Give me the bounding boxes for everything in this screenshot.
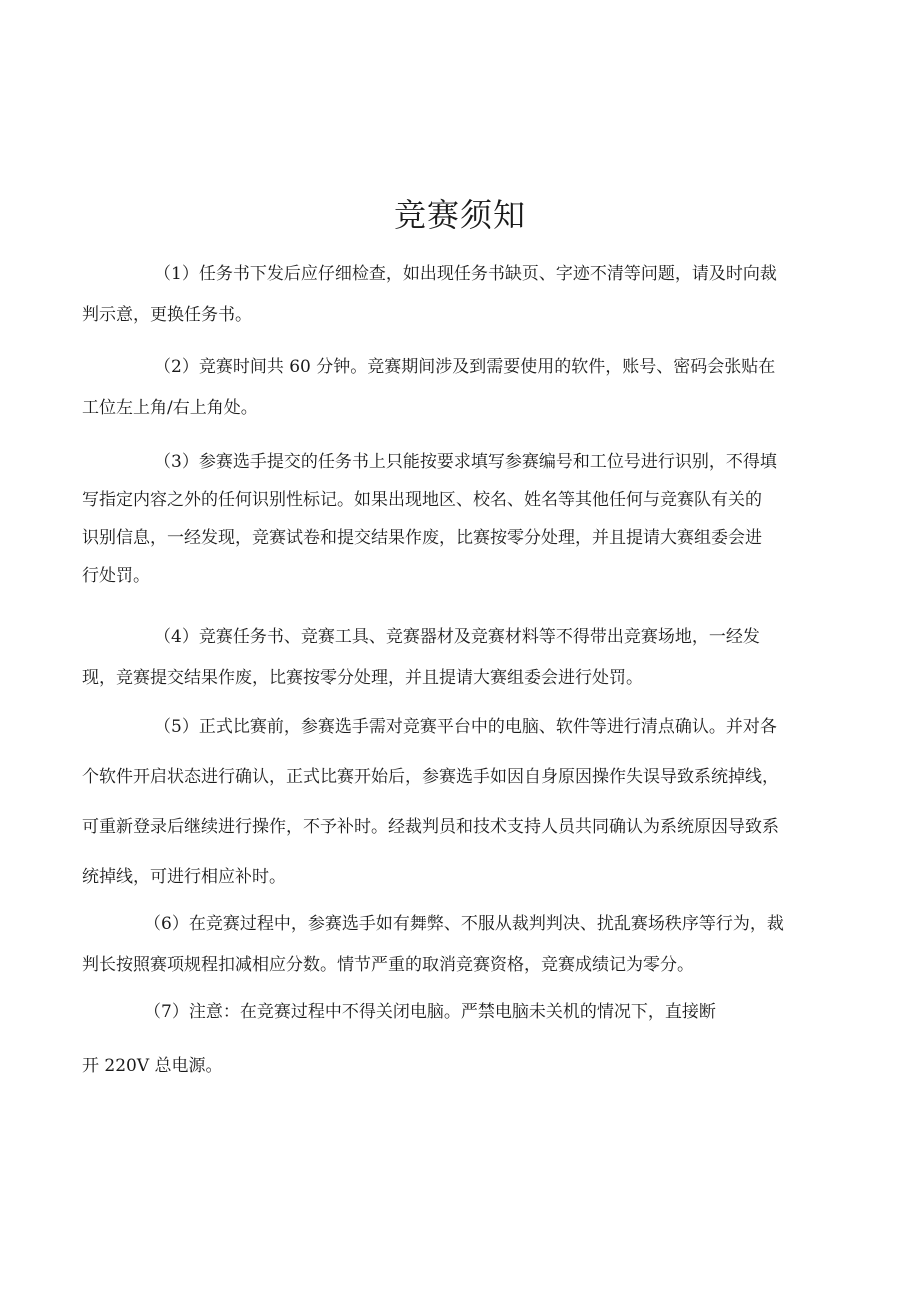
clause-line: 个软件开启状态进行确认，正式比赛开始后，参赛选手如因自身原因操作失误导致系统掉线，	[82, 767, 779, 787]
clause-line: 判示意，更换任务书。	[82, 305, 252, 325]
clause-1	[82, 262, 842, 327]
clause-line: 开 220V 总电源。	[82, 1056, 223, 1076]
clause-line: 写指定内容之外的任何识别性标记。如果出现地区、校名、姓名等其他任何与竞赛队有关的	[82, 490, 762, 510]
clause-7	[82, 1000, 842, 1078]
clause-line: 可重新登录后继续进行操作，不予补时。经裁判员和技术支持人员共同确认为系统原因导致系	[82, 817, 779, 837]
clause-line: 统掉线，可进行相应补时。	[82, 867, 286, 887]
clause-line: （1）任务书下发后应仔细检查，如出现任务书缺页、字迹不清等问题，请及时向裁	[154, 264, 777, 284]
clause-6	[82, 912, 842, 977]
clause-line: （5）正式比赛前，参赛选手需对竞赛平台中的电脑、软件等进行清点确认。并对各	[154, 717, 777, 737]
page-title: 竞赛须知	[393, 196, 526, 234]
clause-line: 现，竞赛提交结果作废，比赛按零分处理，并且提请大赛组委会进行处罚。	[82, 668, 643, 688]
clause-line: （7）注意：在竞赛过程中不得关闭电脑。严禁电脑未关机的情况下，直接断	[144, 1002, 716, 1022]
clause-line: （6）在竞赛过程中，参赛选手如有舞弊、不服从裁判判决、扰乱赛场秩序等行为，裁	[144, 914, 784, 934]
clause-line: （4）竞赛任务书、竞赛工具、竞赛器材及竞赛材料等不得带出竞赛场地，一经发	[154, 627, 760, 647]
clause-4	[82, 625, 842, 690]
clause-line: （3）参赛选手提交的任务书上只能按要求填写参赛编号和工位号进行识别，不得填	[154, 452, 777, 472]
clause-5	[82, 715, 842, 889]
clause-line: 识别信息，一经发现，竞赛试卷和提交结果作废，比赛按零分处理，并且提请大赛组委会进	[82, 528, 762, 548]
clause-line: 行处罚。	[82, 566, 150, 586]
clause-line: 工位左上角/右上角处。	[82, 398, 258, 418]
clause-line: 判长按照赛项规程扣减相应分数。情节严重的取消竞赛资格，竞赛成绩记为零分。	[82, 955, 694, 975]
clause-2	[82, 355, 842, 420]
clause-line: （2）竞赛时间共 60 分钟。竞赛期间涉及到需要使用的软件，账号、密码会张贴在	[154, 357, 776, 377]
clause-3	[82, 450, 842, 588]
